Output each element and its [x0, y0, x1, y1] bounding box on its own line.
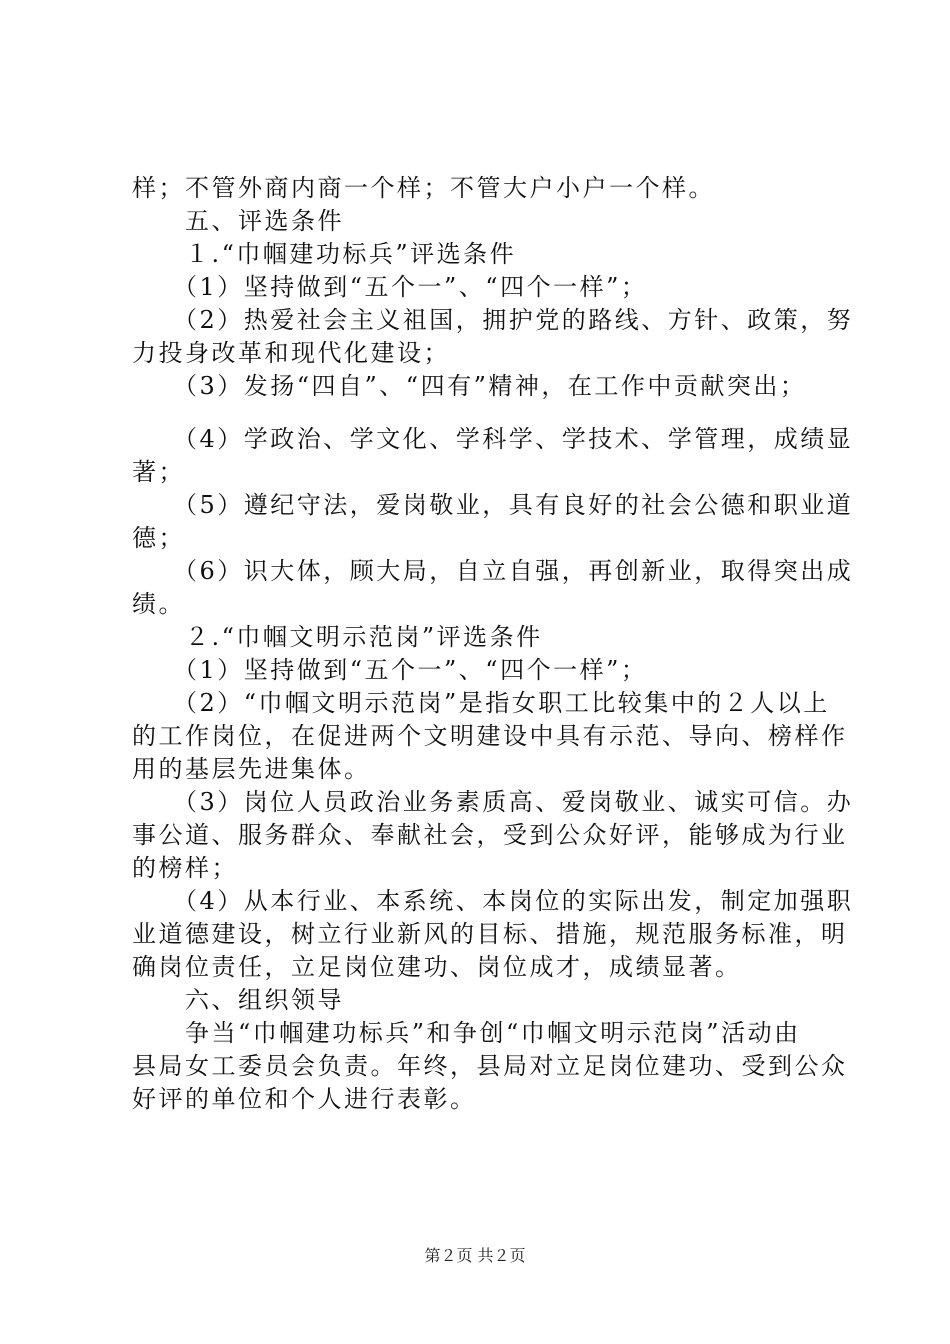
page-number-footer: 第２页 共２页 [424, 1246, 526, 1265]
blank-line [132, 403, 832, 423]
text-line: （3）发扬“四自”、“四有”精神，在工作中贡献突出； [132, 372, 807, 400]
text-line: （2）热爱社会主义祖国，拥护党的路线、方针、政策，努 [132, 306, 854, 334]
text-line: （1）坚持做到“五个一”、“四个一样”； [132, 656, 648, 684]
text-line: 绩。 [132, 590, 185, 618]
text-line: 好评的单位和个人进行表彰。 [132, 1085, 477, 1113]
text-line: （6）识大体，顾大局，自立自强，再创新业，取得突出成 [132, 557, 854, 585]
body-text [132, 172, 854, 1116]
text-line: （5）遵纪守法，爱岗敬业，具有良好的社会公德和职业道 [132, 491, 854, 519]
text-line: 事公道、服务群众、奉献社会，受到公众好评，能够成为行业 [132, 821, 848, 849]
text-line: 力投身改革和现代化建设； [132, 339, 450, 367]
text-line: 争当“巾帼建功标兵”和争创“巾帼文明示范岗”活动由 [132, 1019, 801, 1047]
text-line: 著； [132, 458, 185, 486]
text-line: 确岗位责任，立足岗位建功、岗位成才，成绩显著。 [132, 953, 742, 981]
subsection-heading: １.“巾帼建功标兵”评选条件 [132, 240, 517, 268]
section-heading: 五、评选条件 [132, 207, 344, 235]
subsection-heading: ２.“巾帼文明示范岗”评选条件 [132, 623, 543, 651]
text-line: （2）“巾帼文明示范岗”是指女职工比较集中的２人以上 [132, 689, 830, 717]
section-heading: 六、组织领导 [132, 986, 344, 1014]
text-line: （3）岗位人员政治业务素质高、爱岗敬业、诚实可信。办 [132, 788, 854, 816]
text-line: 县局女工委员会负责。年终，县局对立足岗位建功、受到公众 [132, 1052, 848, 1080]
text-line: 业道德建设，树立行业新风的目标、措施，规范服务标准，明 [132, 920, 848, 948]
text-line: 德； [132, 524, 185, 552]
text-line: （1）坚持做到“五个一”、“四个一样”； [132, 273, 648, 301]
text-line: 用的基层先进集体。 [132, 755, 371, 783]
text-line: （4）学政治、学文化、学科学、学技术、学管理，成绩显 [132, 425, 854, 453]
text-line: 的工作岗位，在促进两个文明建设中具有示范、导向、榜样作 [132, 722, 848, 750]
text-line: （4）从本行业、本系统、本岗位的实际出发，制定加强职 [132, 887, 854, 915]
text-line: 的榜样； [132, 854, 238, 882]
text-line: 样；不管外商内商一个样；不管大户小户一个样。 [132, 174, 715, 202]
